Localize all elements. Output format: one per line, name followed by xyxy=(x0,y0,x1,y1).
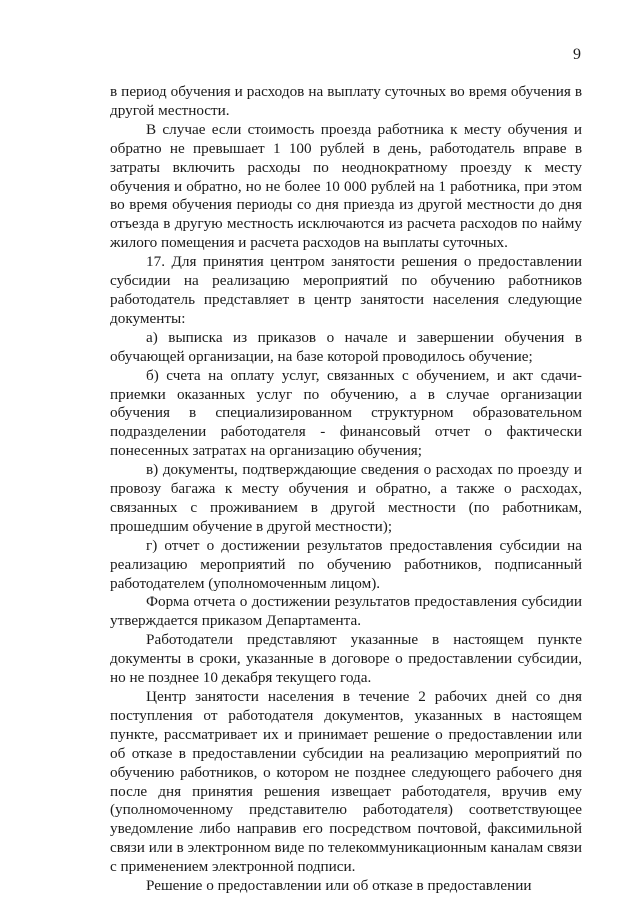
document-body xyxy=(110,83,582,896)
paragraph-1: в период обучения и расходов на выплату суточных во время обучения в другой местности. xyxy=(110,83,582,119)
paragraph-5: б) счета на оплату услуг, связанных с обучением, и акт сдачи-приемки оказанных услуг по обучению, а в случае организации обучения в специализированном структурном образовательном подразделении работодателя - финансовый отчет о фактически понесенных затратах на организацию обучения; xyxy=(110,366,582,460)
paragraph-4: а) выписка из приказов о начале и завершении обучения в обучающей организации, на базе которой проводилось обучение; xyxy=(110,328,582,365)
paragraph-10: Центр занятости населения в течение 2 рабочих дней со дня поступления от работодателя документов, указанных в настоящем пункте, рассматривает их и принимает решение о предоставлении или об отказе в предоставлении субсидии на реализацию мероприятий по обучению работников, о котором не позднее следующего рабочего дня после дня принятия решения извещает работодателя, вручив ему (уполномоченному представителю работодателя) соответствующее уведомление либо направив его посредством почтовой, факсимильной связи или в электронном виде по телекоммуникационным каналам связи с применением электронной подписи. xyxy=(110,688,582,876)
paragraph-3: 17. Для принятия центром занятости решения о предоставлении субсидии на реализацию мероприятий по обучению работников работодатель представляет в центр занятости населения следующие документы: xyxy=(110,253,582,327)
page-number: 9 xyxy=(573,46,581,63)
paragraph-2: В случае если стоимость проезда работника к месту обучения и обратно не превышает 1 100 рублей в день, работодатель вправе в затраты включить расходы по неоднократному проезду к месту обучения и обратно, но не более 10 000 рублей на 1 работника, при этом во время обучения периоды со дня приезда из другой местности до дня отъезда в другую местность исключаются из расчета расходов по найму жилого помещения и расчета расходов на выплаты суточных. xyxy=(110,120,582,252)
paragraph-8: Форма отчета о достижении результатов предоставления субсидии утверждается приказом Департамента. xyxy=(110,593,582,630)
paragraph-9: Работодатели представляют указанные в настоящем пункте документы в сроки, указанные в договоре о предоставлении субсидии, но не позднее 10 декабря текущего года. xyxy=(110,631,582,687)
paragraph-6: в) документы, подтверждающие сведения о расходах по проезду и провозу багажа к месту обучения и обратно, а также о расходах, связанных с проживанием в другой местности (по работникам, прошедшим обучение в другой местности); xyxy=(110,461,582,535)
paragraph-7: г) отчет о достижении результатов предоставления субсидии на реализацию мероприятий по обучению работников, подписанный работодателем (уполномоченным лицом). xyxy=(110,536,582,592)
paragraph-11: Решение о предоставлении или об отказе в предоставлении xyxy=(146,877,532,895)
